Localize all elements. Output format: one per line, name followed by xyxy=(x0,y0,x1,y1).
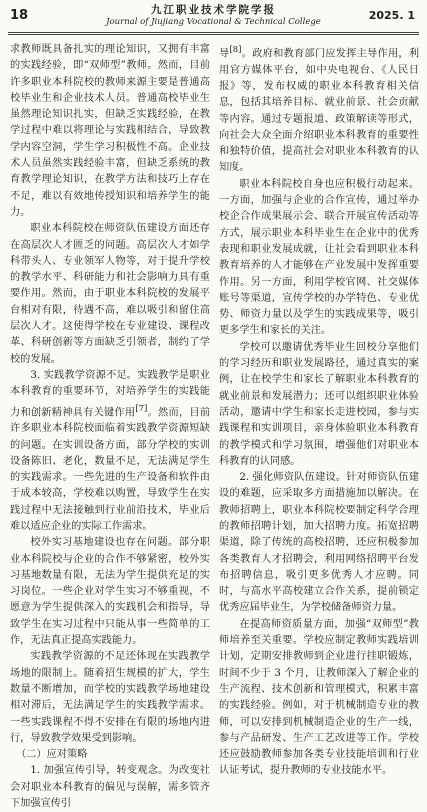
journal-title-en: Journal of Jiujiang Vocational & Technical College xyxy=(106,17,321,27)
journal-title-cn: 九江职业技术学院学报 xyxy=(151,4,276,16)
paragraph: 实践教学资源的不足还体现在实践教学场地的限制上。随着招生规模的扩大，学生数量不断增加，而学校的实践教学场地建设相对滞后，无法满足学生的实践教学需求。一些实践课程不得不安排在有限的场地内进行，导致教学效果受到影响。 xyxy=(10,651,210,744)
paragraph: 职业本科院校自身也应积极行动起来。一方面，加强与企业的合作宣传，通过举办校企合作成果展示会、联合开展宣传活动等方式，展示职业本科毕业生在企业中的优秀表现和职业发展成就，让社会看到职业本科教育培养的人才能够在产业发展中发挥重要作用。另一方面，利用学校官网、社交媒体账号等渠道，宣传学校的办学特色、专业优势、师资力量以及学生的实践成果等，吸引更多学生和家长的关注。 xyxy=(219,178,419,337)
page-header xyxy=(0,0,427,32)
paragraph: 校外实习基地建设也存在问题。部分职业本科院校与企业的合作不够紧密，校外实习基地数量有限，无法为学生提供充足的实习岗位。一些企业对学生实习不够重视，不愿意为学生提供深入的实践机会和指导，导致学生在实习过程中只能从事一些简单的工作，无法真正提高实践能力。 xyxy=(10,537,210,647)
citation: [7] xyxy=(135,403,148,414)
paragraph: 2. 强化师资队伍建设。针对师资队伍建设的难题，应采取多方面措施加以解决。在教师招聘上，职业本科院校要制定科学合理的教师招聘计划，加大招聘力度。拓宽招聘渠道，除了传统的高校招聘，还应积极参加各类教育人才招聘会，利用网络招聘平台发布招聘信息，吸引更多优秀人才应聘。同时，与高水平高校建立合作关系，提前锁定优秀应届毕业生，为学校储备师资力量。 xyxy=(219,472,419,614)
paragraph: 求教师既具备扎实的理论知识，又拥有丰富的实践经验，即“双师型”教师。然而，目前许多职业本科院校的教师来源主要是普通高校毕业生和企业技术人员。普通高校毕业生虽然理论知识扎实，但缺乏实践经验，在教学过程中难以将理论与实践相结合，导致教学内容空洞，学生学习积极性不高。企业技术人员虽然实践经验丰富，但缺乏系统的教育教学理论知识，在教学方法和技巧上存在不足，难以有效地传授知识和培养学生的能力。 xyxy=(10,44,210,218)
paragraph-text: 。然而，目前许多职业本科院校面临着实践教学资源短缺的问题。在实训设备方面，部分学校的实训设备陈旧、老化，数量不足，无法满足学生的实践需求。一些先进的生产设备和软件由于成本较高，学校难以购置，导致学生在实践过程中无法接触到行业前沿技术，毕业后难以适应企业的实际工作需求。 xyxy=(10,406,211,532)
paragraph: 在提高师资质量方面，加强“双师型”教师培养至关重要。学校应制定教师实践培训计划，定期安排教师到企业进行挂职锻炼，时间不少于 3 个月，让教师深入了解企业的生产流程、技术创新和管理模式，积累丰富的实践经验。例如，对于机械制造专业的教师，可以安排到机械制造企业的生产一线，参与产品研发、生产工艺改进等工作。学校还应鼓励教师参加各类专业技能培训和行业认证考试，提升教师的专业技能水平。 xyxy=(219,618,419,777)
paragraph: 学校可以邀请优秀毕业生回校分享他们的学习经历和职业发展路径，通过真实的案例，让在校学生和家长了解职业本科教育的就业前景和发展潜力；还可以组织职业体验活动，邀请中学生和家长走进校园，参与实践课程和实训项目，亲身体验职业本科教育的教学模式和学习氛围，增强他们对职业本科教育的认同感。 xyxy=(219,341,419,467)
paragraph: 1. 加强宣传引导，转变观念。为改变社会对职业本科教育的偏见与误解，需多管齐下加强宣传引 xyxy=(10,765,210,810)
paragraph-text: 3. 实践教学资源不足。实践教学是职业本科教育的重要环节，对培养学生的实践能力和创新精神具有关键作用 xyxy=(10,369,210,418)
paragraph xyxy=(10,368,210,535)
issue-number: 2025. 1 xyxy=(368,9,415,22)
paragraph-text: 导 xyxy=(219,48,230,60)
paragraph-text: 。政府和教育部门应发挥主导作用，利用官方媒体平台，如中央电视台、《人民日报》等，发布权威的职业本科教育相关信息，包括其培养目标、就业前景、社会贡献等内容。通过专题报道、政策解读等形式，向社会大众全面介绍职业本科教育的重要性和独特价值，提高社会对职业本科教育的认知度。 xyxy=(219,48,420,174)
paragraph: 职业本科院校在师资队伍建设方面还存在高层次人才匮乏的问题。高层次人才如学科带头人、专业领军人物等，对于提升学校的教学水平、科研能力和社会影响力具有重要作用。然而，由于职业本科院校的发展平台相对有限，待遇不高，难以吸引和留住高层次人才。这使得学校在专业建设、课程改革、科研创新等方面缺乏引领者，制约了学校的发展。 xyxy=(10,223,210,365)
left-column xyxy=(10,42,210,812)
header-rule-double xyxy=(8,34,419,35)
section-heading: （二）应对策略 xyxy=(16,749,88,761)
page-number: 18 xyxy=(10,8,29,23)
paragraph xyxy=(219,42,419,177)
citation: [8] xyxy=(229,45,242,55)
header-rule xyxy=(8,32,419,33)
right-column xyxy=(219,42,419,780)
